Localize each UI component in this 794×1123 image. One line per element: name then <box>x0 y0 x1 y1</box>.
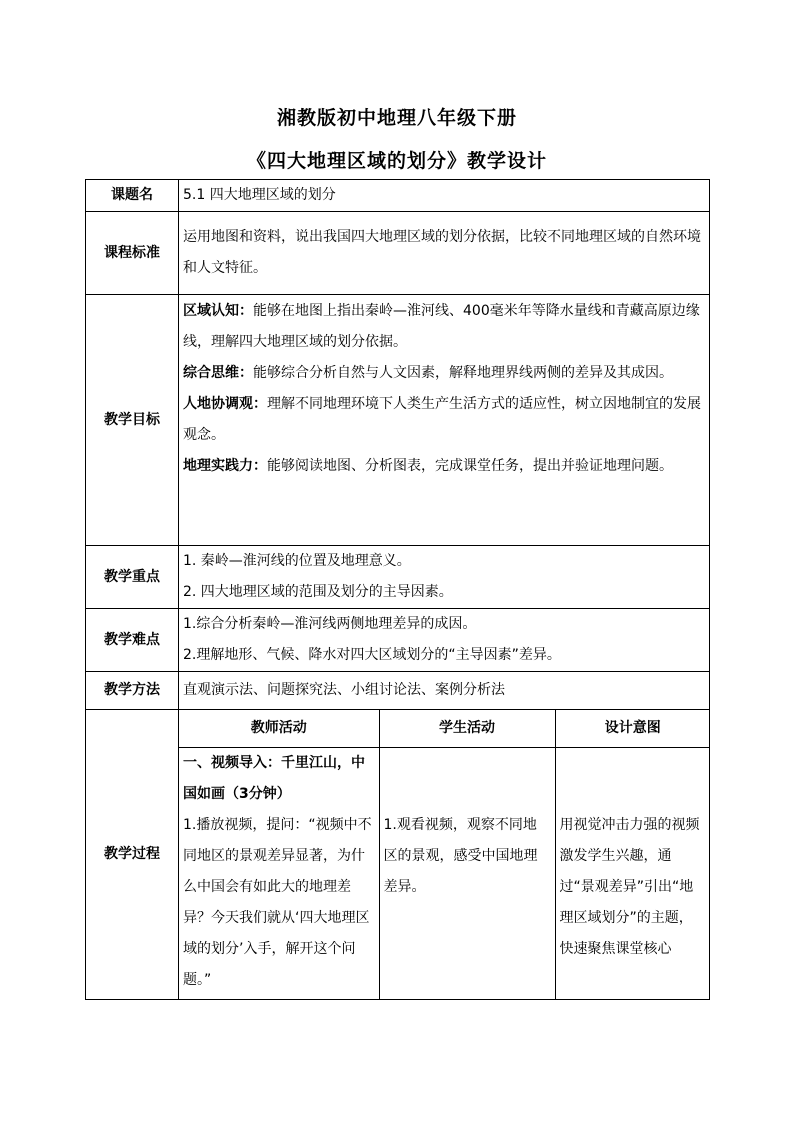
row-process <box>86 710 710 1000</box>
label-topic: 课题名 <box>86 180 179 212</box>
header-student: 学生活动 <box>379 710 555 748</box>
row-topic <box>86 180 710 212</box>
teacher-text: 1.播放视频，提问：“视频中不同地区的景观差异显著，为什么中国会有如此大的地理差异？今天我们就从‘四大地理区域的划分’入手，解开这个问题。” <box>183 817 372 988</box>
lesson-plan-table <box>85 179 710 1000</box>
value-goals <box>179 295 710 546</box>
label-key: 教学重点 <box>86 546 179 609</box>
goal-text: 理解不同地理环境下人类生产生活方式的适应性，树立因地制宜的发展观念。 <box>183 396 701 443</box>
teacher-activity <box>179 748 379 1000</box>
process-cell <box>179 710 710 1000</box>
row-key <box>86 546 710 609</box>
value-difficult <box>179 609 710 672</box>
row-standard <box>86 212 710 295</box>
goal-text: 能够在地图上指出秦岭—淮河线、400毫米年等降水量线和青藏高原边缘线，理解四大地理区域的划分依据。 <box>183 303 700 350</box>
process-table <box>179 710 710 999</box>
goal-head: 地理实践力： <box>183 458 267 474</box>
value-topic: 5.1 四大地理区域的划分 <box>179 180 710 212</box>
goal-item <box>183 451 705 482</box>
label-standard: 课程标准 <box>86 212 179 295</box>
value-standard: 运用地图和资料，说出我国四大地理区域的划分依据，比较不同地理区域的自然环境和人文特征。 <box>179 212 710 295</box>
value-key <box>179 546 710 609</box>
design-intent: 用视觉冲击力强的视频激发学生兴趣，通过“景观差异”引出“地理区域划分”的主题，快速聚焦课堂核心 <box>555 748 710 1000</box>
label-difficult: 教学难点 <box>86 609 179 672</box>
key-item: 1. 秦岭—淮河线的位置及地理意义。 <box>183 553 411 569</box>
goal-text: 能够阅读地图、分析图表，完成课堂任务，提出并验证地理问题。 <box>267 458 673 474</box>
difficult-item: 1.综合分析秦岭—淮河线两侧地理差异的成因。 <box>183 616 477 632</box>
goal-item <box>183 296 705 358</box>
header-intent: 设计意图 <box>555 710 710 748</box>
key-item: 2. 四大地理区域的范围及划分的主导因素。 <box>183 584 453 600</box>
goal-item <box>183 389 705 451</box>
goal-item <box>183 358 705 389</box>
document-subtitle: 《四大地理区域的划分》教学设计 <box>246 150 547 172</box>
process-row <box>179 748 710 1000</box>
difficult-item: 2.理解地形、气候、降水对四大区域划分的“主导因素”差异。 <box>183 647 561 663</box>
document-title: 湘教版初中地理八年级下册 <box>276 107 517 129</box>
label-goals: 教学目标 <box>86 295 179 546</box>
label-method: 教学方法 <box>86 672 179 710</box>
label-process: 教学过程 <box>86 710 179 1000</box>
value-method: 直观演示法、问题探究法、小组讨论法、案例分析法 <box>179 672 710 710</box>
goal-head: 人地协调观： <box>183 396 267 412</box>
student-activity: 1.观看视频，观察不同地区的景观，感受中国地理差异。 <box>379 748 555 1000</box>
process-header-row <box>179 710 710 748</box>
row-goals <box>86 295 710 546</box>
section-title: 一、视频导入：千里江山，中国如画（3分钟） <box>183 755 365 802</box>
header-teacher: 教师活动 <box>179 710 379 748</box>
goal-head: 综合思维： <box>183 365 253 381</box>
row-difficult <box>86 609 710 672</box>
goal-head: 区域认知： <box>183 303 253 319</box>
goal-text: 能够综合分析自然与人文因素，解释地理界线两侧的差异及其成因。 <box>253 365 673 381</box>
row-method <box>86 672 710 710</box>
